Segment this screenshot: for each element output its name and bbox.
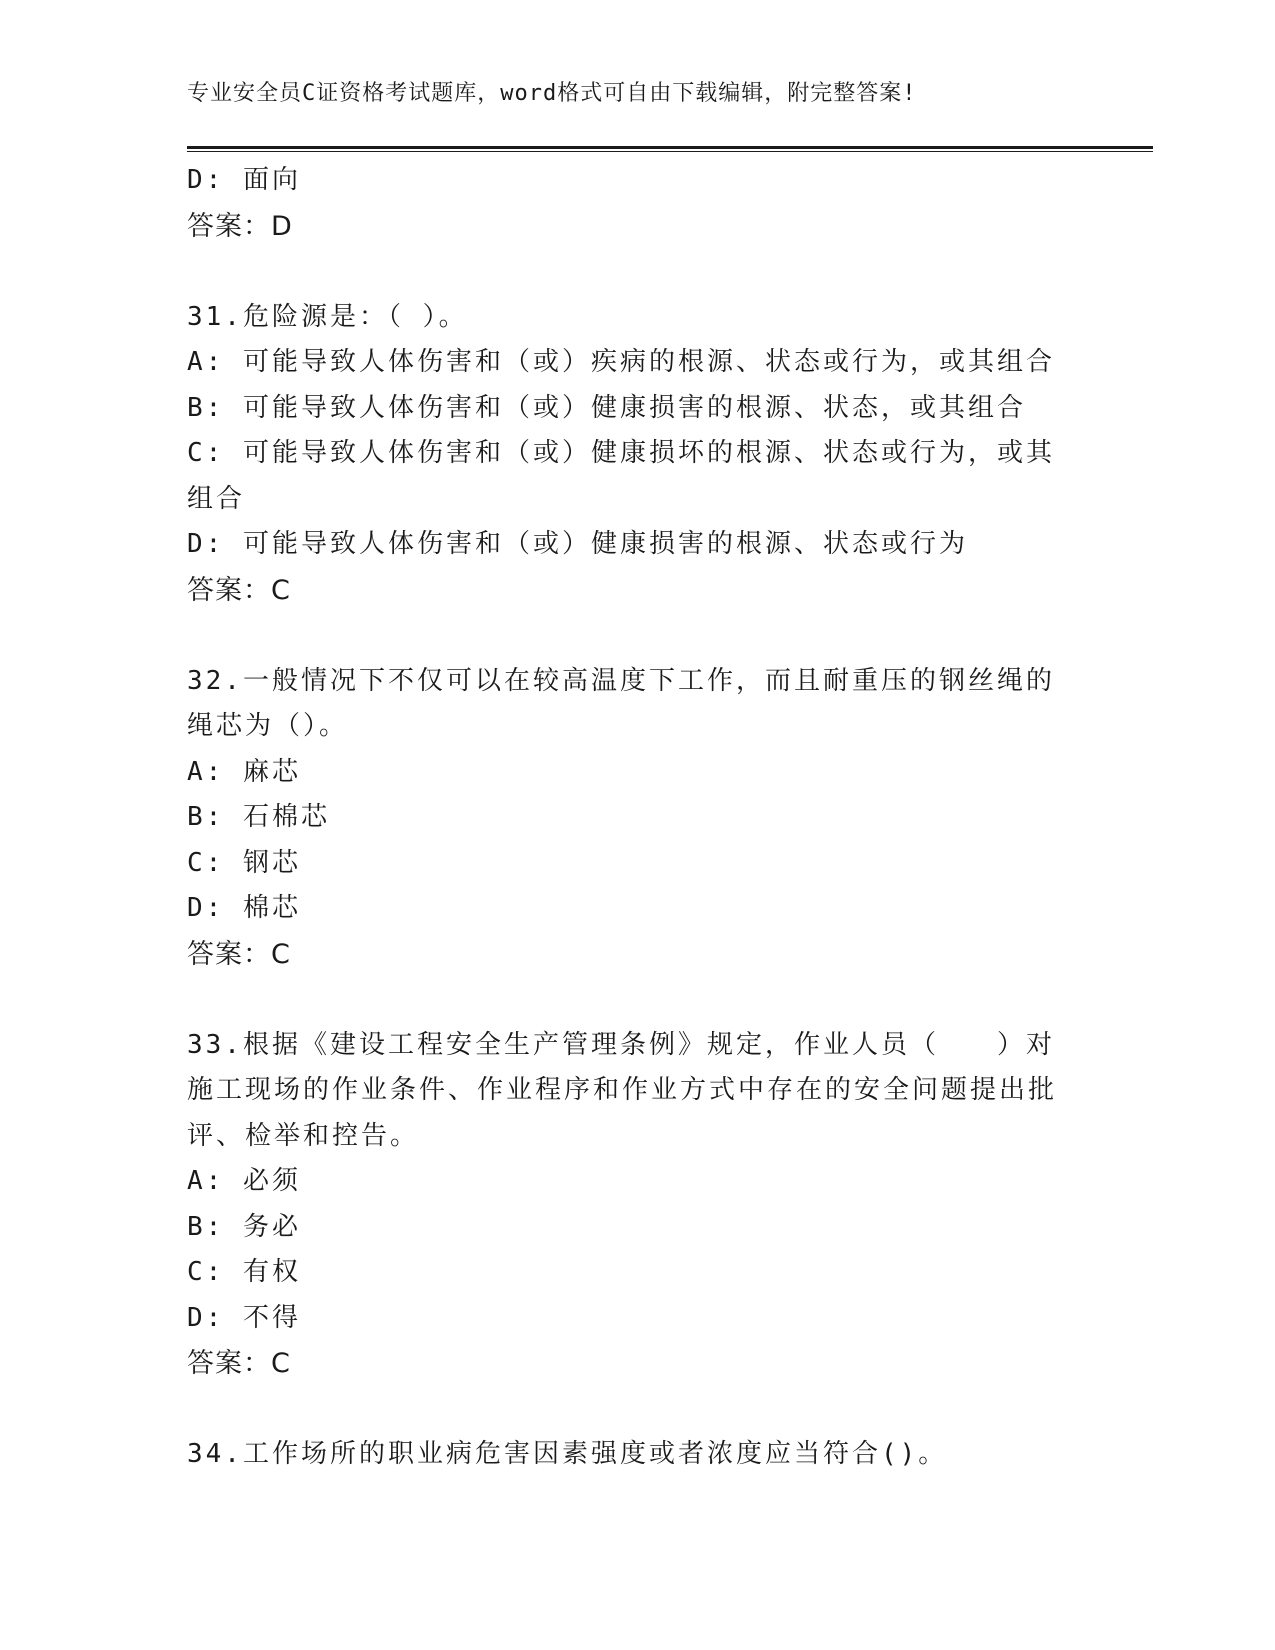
option-a: A: 必须 bbox=[187, 1166, 301, 1196]
answer-line: 答案：D bbox=[187, 210, 293, 242]
question-stem: 34.工作场所的职业病危害因素强度或者浓度应当符合()。 bbox=[187, 1439, 948, 1469]
option-c: C: 钢芯 bbox=[187, 847, 301, 878]
option-b: B: 可能导致人体伤害和（或）健康损害的根源、状态，或其组合 bbox=[187, 392, 1026, 423]
question-32 bbox=[187, 659, 1077, 978]
option-b: B: 务必 bbox=[187, 1211, 301, 1242]
option-a: A: 可能导致人体伤害和（或）疾病的根源、状态或行为，或其组合 bbox=[187, 347, 1055, 377]
question-33 bbox=[187, 1023, 1077, 1387]
answer-line: 答案：C bbox=[187, 574, 291, 606]
answer-line: 答案：C bbox=[187, 938, 291, 970]
option-c: C: 有权 bbox=[187, 1257, 301, 1287]
answer-line: 答案：C bbox=[187, 1348, 291, 1379]
option-d: D: 不得 bbox=[187, 1302, 301, 1333]
page-header-title: 专业安全员C证资格考试题库，word格式可自由下载编辑，附完整答案! bbox=[187, 81, 917, 106]
option-a: A: 麻芯 bbox=[187, 756, 301, 787]
option-d: D: 可能导致人体伤害和（或）健康损害的根源、状态或行为 bbox=[187, 529, 968, 559]
question-stem: 33.根据《建设工程安全生产管理条例》规定，作业人员（ ）对施工现场的作业条件、作业程序和作业方式中存在的安全问题提出批评、检举和控告。 bbox=[187, 1029, 1058, 1151]
spacer bbox=[187, 613, 1077, 659]
spacer bbox=[187, 977, 1077, 1023]
spacer bbox=[187, 1387, 1077, 1433]
option-c: C: 可能导致人体伤害和（或）健康损坏的根源、状态或行为，或其组合 bbox=[187, 438, 1055, 514]
option-b: B: 石棉芯 bbox=[187, 802, 330, 832]
header-divider bbox=[187, 146, 1153, 152]
spacer bbox=[187, 249, 1077, 295]
header-divider-thick bbox=[187, 146, 1153, 149]
header-divider-thin bbox=[187, 151, 1153, 152]
option-d: D: 面向 bbox=[187, 165, 301, 195]
question-content bbox=[187, 158, 1077, 1478]
option-d: D: 棉芯 bbox=[187, 893, 301, 923]
question-stem: 32.一般情况下不仅可以在较高温度下工作，而且耐重压的钢丝绳的绳芯为（）。 bbox=[187, 665, 1055, 741]
question-stem: 31.危险源是：（ ）。 bbox=[187, 301, 468, 332]
question-34 bbox=[187, 1432, 1077, 1478]
question-31 bbox=[187, 295, 1077, 614]
